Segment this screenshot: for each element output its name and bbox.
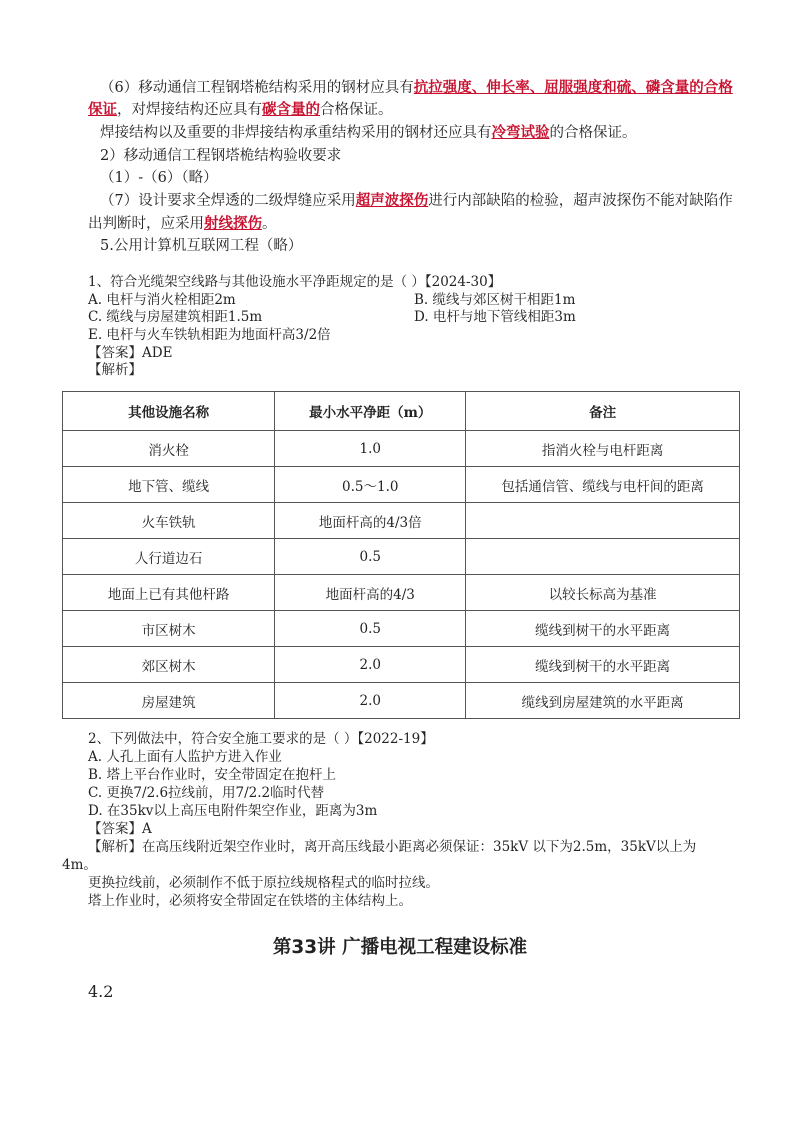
option: C. 更换7/2.6拉线前，用7/2.2临时代替 [88, 785, 325, 801]
table-cell: 市区树木 [63, 611, 275, 647]
option: A. 人孔上面有人监护方进入作业 [88, 749, 282, 765]
para-line: （6）移动通信工程钢塔桅结构采用的钢材应具有抗拉强度、伸长率、屈服强度和硫、磷含量的合格 [100, 79, 733, 96]
table-header-row [63, 392, 740, 431]
table-cell: 0.5～1.0 [275, 467, 466, 503]
para-line: 焊接结构以及重要的非焊接结构承重结构采用的钢材还应具有冷弯试验的合格保证。 [100, 124, 637, 141]
table-cell: 2.0 [275, 647, 466, 683]
para-line: （7）设计要求全焊透的二级焊缝应采用超声波探伤进行内部缺陷的检验，超声波探伤不能对缺陷作 [100, 192, 733, 209]
table-cell: 缆线到房屋建筑的水平距离 [466, 683, 740, 719]
table-cell: 人行道边石 [63, 539, 275, 575]
table-cell [466, 539, 740, 575]
table-cell: 郊区树木 [63, 647, 275, 683]
para-line: （1）-（6）（略） [100, 170, 218, 186]
table-row [63, 575, 740, 611]
table-header: 备注 [466, 392, 740, 431]
option: D. 电杆与地下管线相距3m [414, 309, 576, 325]
highlight: 冷弯试验 [491, 124, 550, 141]
analysis-text: 4m。 [62, 857, 97, 873]
highlight: 保证 [88, 101, 117, 118]
table-cell: 地面上已有其他杆路 [63, 575, 275, 611]
table-cell: 地面杆高的4/3 [275, 575, 466, 611]
highlight: 超声波探伤 [355, 192, 429, 209]
clearance-table [62, 391, 740, 719]
analysis-text: 【解析】在高压线附近架空作业时，离开高压线最小距离必须保证：35kV 以下为2.5m，35kV以上为 [88, 839, 697, 855]
table-cell [466, 503, 740, 539]
table-cell: 0.5 [275, 539, 466, 575]
table-cell: 消火栓 [63, 431, 275, 467]
table-cell: 0.5 [275, 611, 466, 647]
table-cell: 地下管、缆线 [63, 467, 275, 503]
para-line: 5.公用计算机互联网工程（略） [100, 238, 303, 254]
para-line: 出判断时，应采用射线探伤。 [88, 215, 277, 232]
answer: 【答案】ADE [88, 345, 173, 361]
analysis-text: 塔上作业时，必须将安全带固定在铁塔的主体结构上。 [88, 893, 412, 909]
table-row [63, 539, 740, 575]
option: C. 缆线与房屋建筑相距1.5m [88, 309, 263, 325]
option: E. 电杆与火车铁轨相距为地面杆高3/2倍 [88, 327, 331, 343]
section-number: 4.2 [88, 982, 114, 1001]
para-line: 保证，对焊接结构还应具有碳含量的合格保证。 [88, 101, 393, 118]
table-row [63, 431, 740, 467]
table-cell: 缆线到树干的水平距离 [466, 611, 740, 647]
table-row [63, 683, 740, 719]
table-cell: 地面杆高的4/3倍 [275, 503, 466, 539]
table-cell: 以较长标高为基准 [466, 575, 740, 611]
answer: 【答案】A [88, 821, 152, 837]
option: D. 在35kv以上高压电附件架空作业，距离为3m [88, 803, 378, 819]
table-header: 其他设施名称 [63, 392, 275, 431]
table-row [63, 611, 740, 647]
question-stem: 1、符合光缆架空线路与其他设施水平净距规定的是（ ）【2024-30】 [88, 274, 502, 290]
highlight: 碳含量的 [262, 101, 320, 118]
table-cell: 指消火栓与电杆距离 [466, 431, 740, 467]
table-cell: 1.0 [275, 431, 466, 467]
option: B. 缆线与郊区树干相距1m [414, 292, 576, 308]
question-stem: 2、下列做法中，符合安全施工要求的是（ ）【2022-19】 [88, 731, 434, 747]
analysis-text: 更换拉线前，必须制作不低于原拉线规格程式的临时拉线。 [88, 875, 439, 891]
highlight: 抗拉强度、伸长率、屈服强度和硫、磷含量的合格 [413, 79, 733, 96]
lecture-heading: 第33讲 广播电视工程建设标准 [272, 937, 528, 958]
option: A. 电杆与消火栓相距2m [88, 292, 236, 308]
highlight: 射线探伤 [204, 215, 262, 232]
table-cell: 火车铁轨 [63, 503, 275, 539]
analysis-label: 【解析】 [88, 362, 142, 378]
para-line: 2）移动通信工程钢塔桅结构验收要求 [100, 148, 342, 164]
table-row [63, 647, 740, 683]
table-cell: 包括通信管、缆线与电杆间的距离 [466, 467, 740, 503]
table-cell: 2.0 [275, 683, 466, 719]
table-row [63, 503, 740, 539]
table-cell: 房屋建筑 [63, 683, 275, 719]
table-row [63, 467, 740, 503]
table-cell: 缆线到树干的水平距离 [466, 647, 740, 683]
option: B. 塔上平台作业时，安全带固定在抱杆上 [88, 767, 337, 783]
table-header: 最小水平净距（m） [275, 392, 466, 431]
